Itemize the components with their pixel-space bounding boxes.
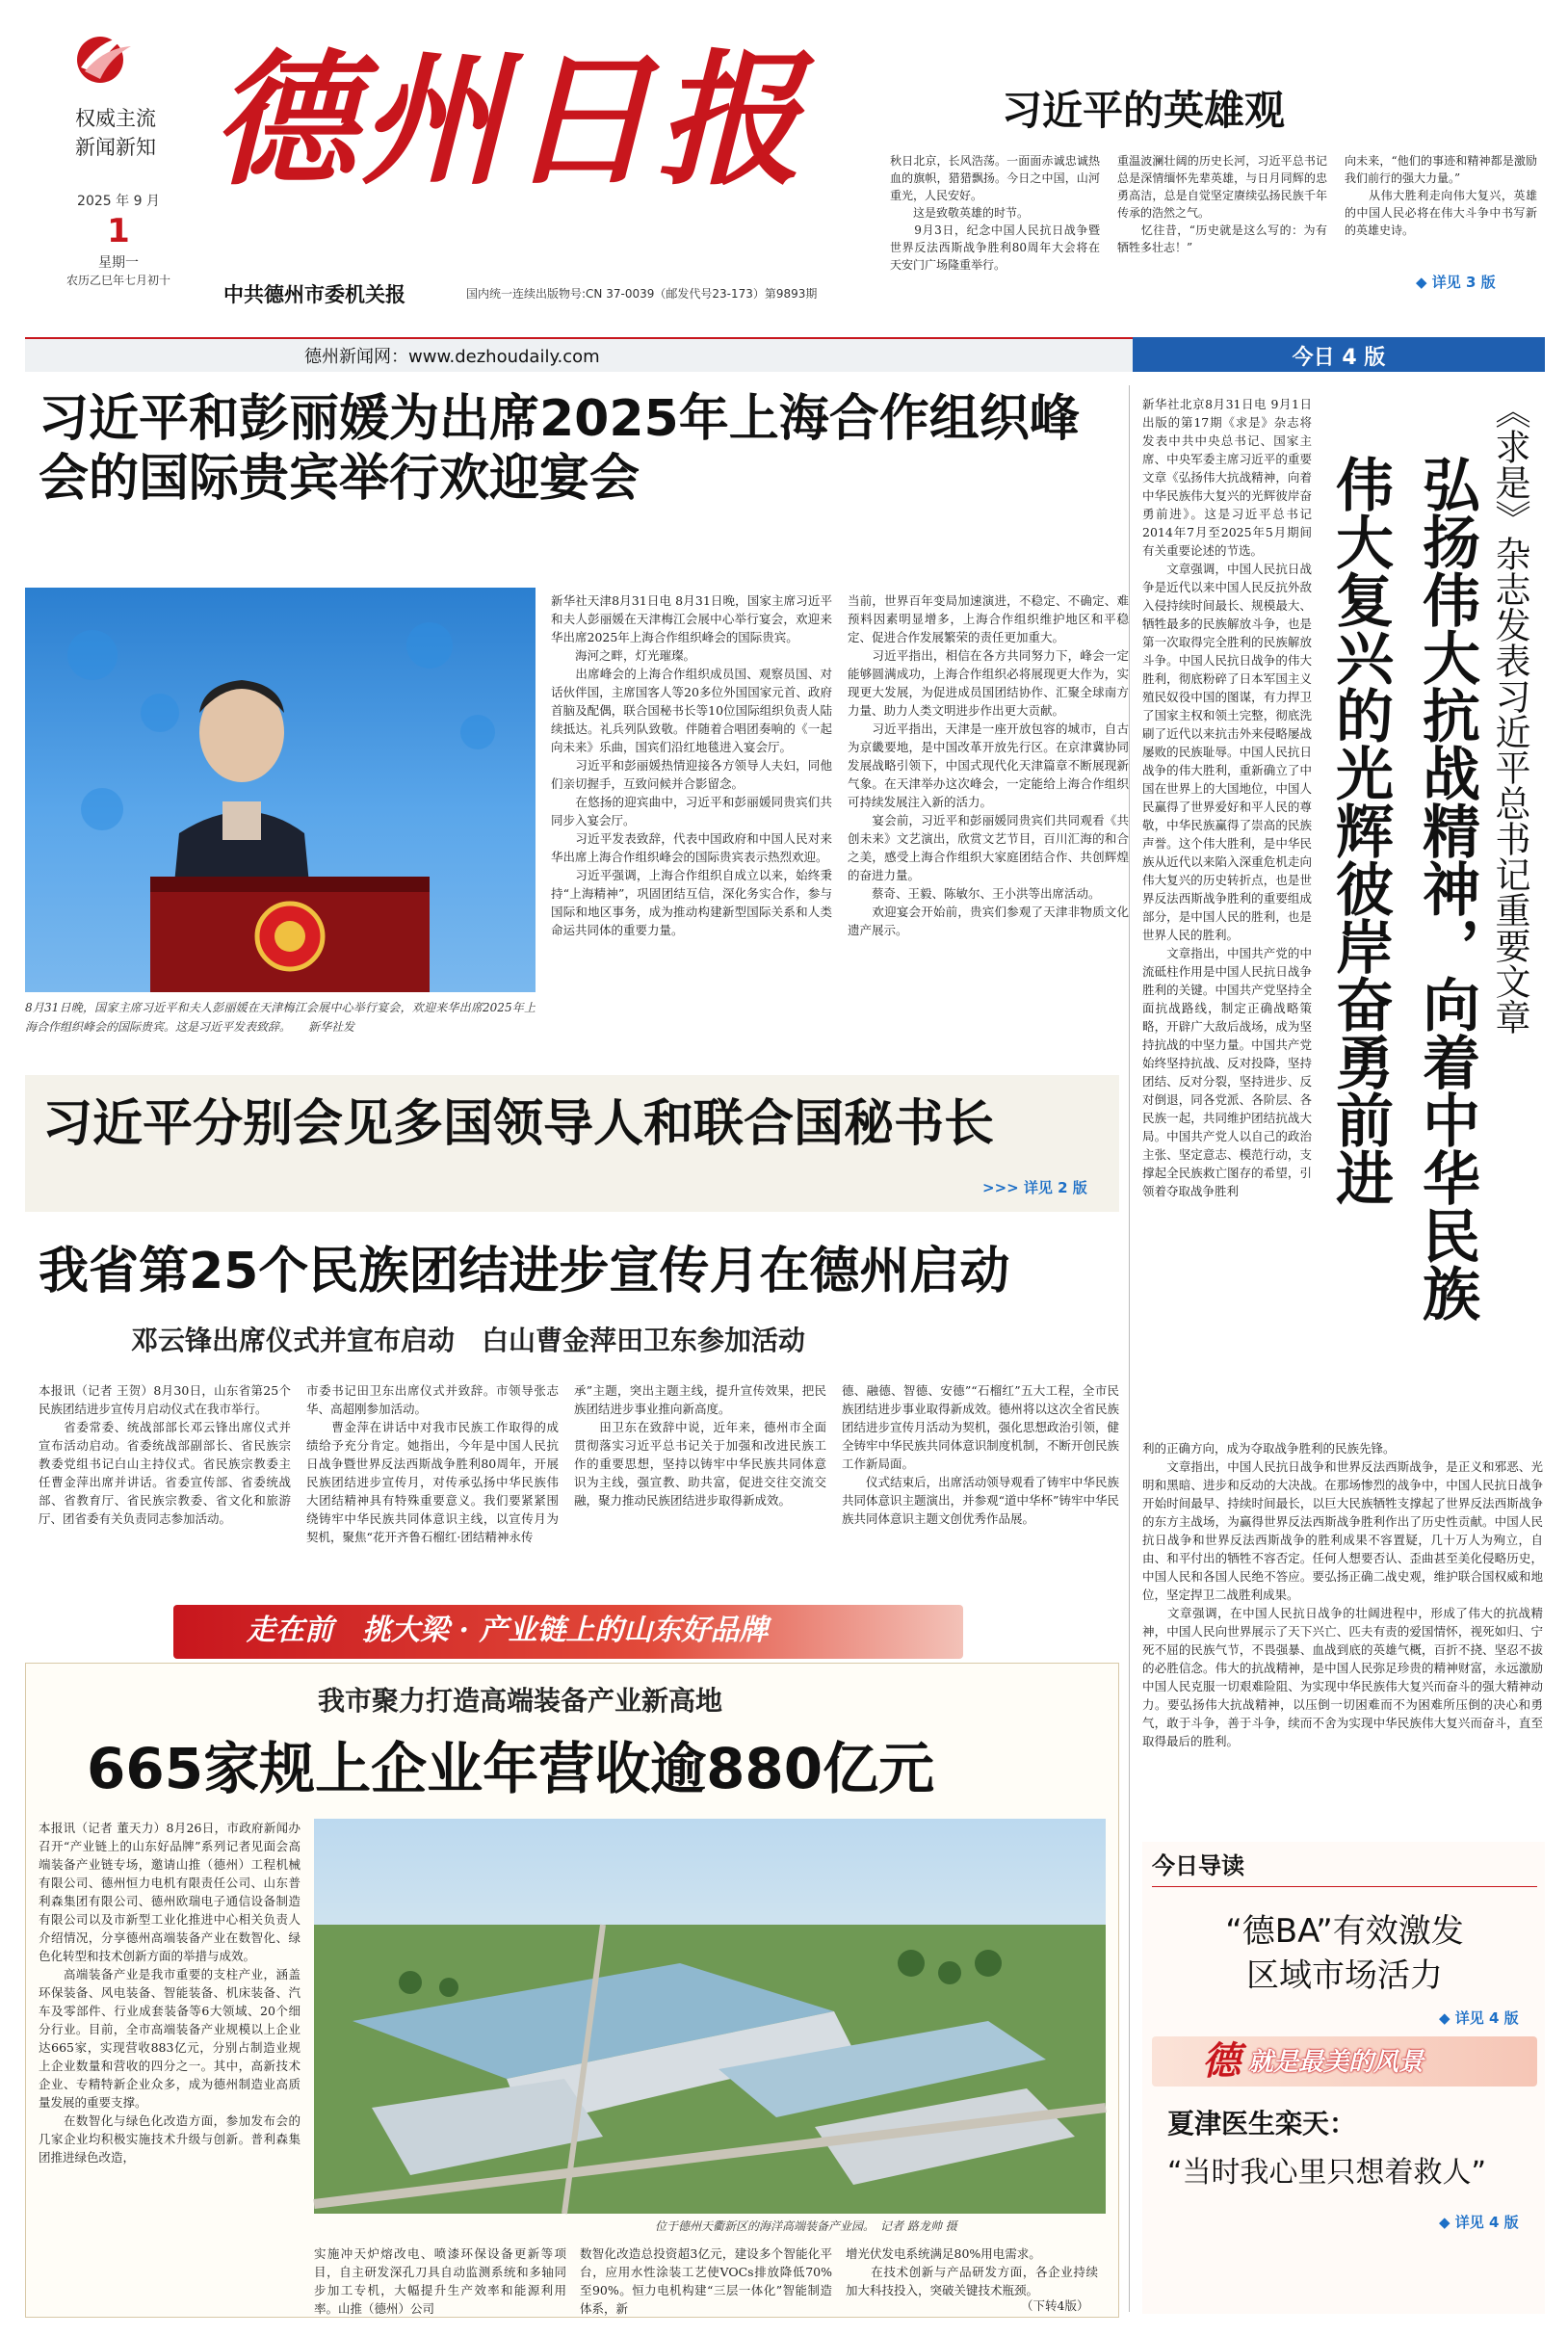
ethnic-col4: 德、融德、智德、安德”“石榴红”五大工程，全市民族团结进步事业取得新成效。德州将以这次全省民族团结进步宣传月活动为契机，强化思想政治引领，健全铸牢中华民族共同体意识制度机制，不断开创民族工作新局面。 仪式结束后，出席活动领导观看了铸牢中华民族共同体意识主题演出，并参观“道中华杯”铸牢中华民族共同体意识主题文创优秀作品展。 bbox=[842, 1383, 1119, 1526]
guide-rule bbox=[1152, 1886, 1537, 1887]
industry-title[interactable]: 665家规上企业年营收逾880亿元 bbox=[87, 1736, 935, 1801]
qiushi-title-1[interactable]: 弘扬伟大抗战精神，向着中华民族 bbox=[1413, 455, 1480, 1322]
qiushi-title-2[interactable]: 伟大复兴的光辉彼岸奋勇前进 bbox=[1326, 455, 1394, 1206]
column-divider bbox=[1129, 385, 1130, 2312]
slogan bbox=[58, 104, 173, 162]
guide-banner-text: 就是最美的风景 bbox=[1248, 2048, 1424, 2077]
masthead-logo bbox=[71, 29, 133, 91]
issue-info: 国内统一连续出版物号:CN 37-0039（邮发代号23-173）第9893期 bbox=[466, 287, 818, 301]
qiushi-col-wide: 利的正确方向，成为夺取战争胜利的民族先锋。 文章指出，中国人民抗日战争和世界反法西斯战争，是正义和邪恶、光明和黑暗、进步和反动的大决战。在那场惨烈的战争中，中国人民抗日战争开始时间最早、持续时间最长，以巨大民族牺牲支撑起了世界反法西斯战争的东方主战场，为赢得世界反法西斯战争胜利作出了历史性贡献。中国人民抗日战争和世界反法西斯战争的胜利成果不容置疑，几十万人为殉立，自由、和平付出的牺牲不容否定。任何人想要否认、歪曲甚至美化侵略历史，中国人民和各国人民绝不答应。要弘扬正确二战史观，维护联合国权威和地位，坚定捍卫二战胜利成果。 文章强调，在中国人民抗日战争的壮阔进程中，形成了伟大的抗战精神，中国人民向世界展示了天下兴亡、匹夫有责的爱国情怀，视死如归、宁死不屈的民族气节，不畏强暴、血战到底的英雄气概，百折不挠、坚忍不拔的必胜信念。伟大的抗战精神，是中国人民弥足珍贵的精神财富，永远激励中国人民克服一切艰难险阻、为实现中华民族伟大复兴而奋斗的强大精神动力。要弘扬伟大抗战精神，以压倒一切困难而不为困难所压倒的决心和勇气，敢于斗争，善于斗争，续而不舍为实现中华民族伟大复兴而奋斗，直至取得最后的胜利。 bbox=[1142, 1441, 1543, 1748]
lead-col2: 当前，世界百年变局加速演进，不稳定、不确定、难预料因素明显增多，上海合作组织维护地区和平稳定、促进合作发展繁荣的责任更加重大。 习近平指出，相信在各方共同努力下，峰会一定能够圆满成功，上海合作组织必将展现更大作为，实现更大发展，为促进成员国团结协作、汇聚全球南方力量、助力人类文明进步作出更大贡献。 习近平指出，天津是一座开放包容的城市，自古为京畿要地，是中国改革开放先行区。在京津冀协同发展战略引领下，中国式现代化天津篇章不断展现新气象。在天津举办这次峰会，一定能给上海合作组织可持续发展注入新的活力。 宴会前，习近平和彭丽媛同贵宾们共同观看《共创未来》文艺演出，欣赏文艺节目，百川汇海的和合之美，感受上海合作组织大家庭团结合作、共创辉煌的奋进力量。 蔡奇、王毅、陈敏尔、王小洪等出席活动。 欢迎宴会开始前，贵宾们参观了天津非物质文化遗产展示。 bbox=[848, 593, 1129, 937]
issue-weekday: 星期一 bbox=[98, 255, 139, 271]
lead-photo-caption: 8月31日晚，国家主席习近平和夫人彭丽媛在天津梅江会展中心举行宴会，欢迎来华出席2025年上海合作组织峰会的国际贵宾。这是习近平发表致辞。 新华社发 bbox=[25, 1001, 536, 1034]
qiushi-col-narrow: 新华社北京8月31日电 9月1日出版的第17期《求是》杂志将发表中共中央总书记、国家主席、中央军委主席习近平的重要文章《弘扬伟大抗战精神，向着中华民族伟大复兴的光辉彼岸奋勇前进》。这是习近平总书记2014年7月至2025年5月期间有关重要论述的节选。 文章强调，中国人民抗日战争是近代以来中国人民反抗外敌入侵持续时间最长、规模最大、牺牲最多的民族解放斗争，也是第一次取得完全胜利的民族解放斗争。中国人民抗日战争的伟大胜利，彻底粉碎了日本军国主义殖民奴役中国的图谋，有力捍卫了国家主权和领土完整，彻底洗刷了近代以来抗击外来侵略屡战屡败的民族耻辱。中国人民抗日战争的伟大胜利，重新确立了中国在世界上的大国地位，中国人民赢得了世界爱好和平人民的尊敬，中华民族赢得了崇高的民族声誉。这个伟大胜利，是中华民族从近代以来陷入深重危机走向伟大复兴的历史转折点，也是世界反法西斯战争胜利的重要组成部分，是中国人民的胜利，也是世界人民的胜利。 文章指出，中国共产党的中流砥柱作用是中国人民抗日战争胜利的关键。中国共产党坚持全面抗战路线，制定正确战略策略，开辟广大敌后战场，成为坚持抗战的中坚力量。中国共产党始终坚持抗战、反对投降，坚持团结、反对分裂，坚持进步、反对倒退，同各党派、各阶层、各民族一起，共同维护团结抗战大局。中国共产党人以自己的政治主张、坚定意志、模范行动，支撑起全民族救亡图存的希望，引领着夺取战争胜利 bbox=[1142, 397, 1312, 1198]
ethnic-col2: 市委书记田卫东出席仪式并致辞。市领导张志华、高超刚参加活动。 曹金萍在讲话中对我市民族工作取得的成绩给予充分肯定。她指出，今年是中国人民抗日战争暨世界反法西斯战争胜利80周年，开展民族团结进步宣传月，对传承弘扬中华民族伟大团结精神具有特殊重要意义。我们要紧紧围绕铸牢中华民族共同体意识主线，以宣传月为契机，聚焦“花开齐鲁石榴红·团结精神永传 bbox=[306, 1383, 559, 1544]
ethnic-col1: 本报讯（记者 王贺）8月30日，山东省第25个民族团结进步宣传月启动仪式在我市举行。 省委常委、统战部部长邓云锋出席仪式并宣布活动启动。省委统战部副部长、省民族宗教委党组书记白山主持仪式。省民族宗教委主任曹金萍出席并讲话。省委宣传部、省委统战部、省教育厅、省民族宗教委、省文化和旅游厅、团省委有关负责同志参加活动。 bbox=[39, 1383, 291, 1526]
guide-item2-see-link[interactable]: ◆ 详见 4 版 bbox=[1439, 2214, 1519, 2231]
headline2-title[interactable]: 习近平分别会见多国领导人和联合国秘书长 bbox=[42, 1095, 995, 1153]
publisher: 中共德州市委机关报 bbox=[223, 283, 405, 306]
guide-item1-line2: 区域市场活力 bbox=[1246, 1956, 1443, 1995]
topstory-col2: 重温波澜壮阔的历史长河，习近平总书记总是深情缅怀先辈英雄，与日月同辉的忠勇高洁，总是自觉坚定赓续弘扬民族千年传承的浩然之气。 忆往昔，“历史就是这么写的：为有牺牲多壮志！” bbox=[1117, 154, 1327, 254]
today-pages-label: 今日 4 版 bbox=[1292, 346, 1386, 370]
issue-year-month: 2025 年 9 月 bbox=[77, 194, 160, 209]
slogan-line-1: 权威主流 bbox=[75, 107, 156, 130]
guide-title: 今日导读 bbox=[1152, 1852, 1244, 1879]
industry-photo-caption: 位于德州天衢新区的海洋高端装备产业园。 记者 路龙帅 摄 bbox=[655, 2219, 957, 2233]
industry-col1: 本报讯（记者 董天力）8月26日，市政府新闻办召开“产业链上的山东好品牌”系列记者见面会高端装备产业链专场，邀请山推（德州）工程机械有限公司、德州恒力电机有限责任公司、山东普利森集团有限公司、德州欧瑞电子通信设备制造有限公司以及市新型工业化推进中心相关负责人介绍情况，分享德州高端装备产业在数智化、绿色化转型和技术创新方面的举措与成效。 高端装备产业是我市重要的支柱产业，涵盖环保装备、风电装备、智能装备、机床装备、汽车及零部件、行业成套装备等6大领域、20个细分行业。目前，全市高端装备产业规模以上企业达665家，实现营收883亿元，分别占制造业规上企业数量和营收的四分之一。其中，高新技术企业、专精特新企业众多，成为德州制造业高质量发展的重要支撑。 在数智化与绿色化改造方面，参加发布会的几家企业均积极实施技术升级与创新。普利森集团推进绿色改造， bbox=[39, 1821, 301, 2165]
ethnic-subtitle: 邓云锋出席仪式并宣布启动 白山曹金萍田卫东参加活动 bbox=[131, 1325, 806, 1356]
topstory-title[interactable]: 习近平的英雄观 bbox=[1002, 87, 1286, 134]
industry-photo bbox=[314, 1819, 1106, 2214]
daily-logo-icon bbox=[71, 29, 133, 91]
guide-item1[interactable] bbox=[1152, 1909, 1537, 1998]
industry-col4: 增光伏发电系统满足80%用电需求。 在技术创新与产品研发方面，各企业持续加大科技投入，突破关键技术瓶颈。 bbox=[846, 2246, 1098, 2297]
lead-headline[interactable]: 习近平和彭丽媛为出席2025年上海合作组织峰会的国际贵宾举行欢迎宴会 bbox=[39, 390, 1080, 508]
qiushi-kicker: 《求是》杂志发表习近平总书记重要文章 bbox=[1489, 393, 1530, 1035]
issue-lunar: 农历乙巳年七月初十 bbox=[65, 274, 170, 287]
guide-banner-char: 德 bbox=[1202, 2038, 1241, 2084]
website-url[interactable]: 德州新闻网：www.dezhoudaily.com bbox=[304, 347, 600, 367]
industry-kicker: 我市聚力打造高端装备产业新高地 bbox=[318, 1685, 723, 1717]
issue-date bbox=[58, 191, 179, 288]
ethnic-col3: 承”主题，突出主题主线，提升宣传效果，把民族团结进步事业推向新高度。 田卫东在致辞中说，近年来，德州市全面贯彻落实习近平总书记关于加强和改进民族工作的重要思想，坚持以铸牢中华民族共同体意识为主线，强宣教、助共富，促进交往交流交融，聚力推动民族团结进步取得新成效。 bbox=[574, 1383, 826, 1508]
industry-continued[interactable]: （下转4版） bbox=[1021, 2298, 1089, 2313]
industry-col3: 数智化改造总投资超3亿元，建设多个智能化平台，应用水性涂装工艺使VOCs排放降低70%至90%。恒力电机构建“三层一体化”智能制造体系，新 bbox=[580, 2246, 832, 2316]
topstory-col3: 向未来，“他们的事迹和精神都是激励我们前行的强大力量。” 从伟大胜利走向伟大复兴，英雄的中国人民必将在伟大斗争中书写新的英雄史诗。 bbox=[1345, 154, 1537, 237]
industry-banner-text: 走在前 挑大梁 · 产业链上的山东好品牌 bbox=[247, 1614, 769, 1647]
lead-col1: 新华社天津8月31日电 8月31日晚，国家主席习近平和夫人彭丽媛在天津梅江会展中心举行宴会，欢迎来华出席2025年上海合作组织峰会的国际贵宾。 海河之畔，灯光璀璨。 出席峰会的上海合作组织成员国、观察员国、对话伙伴国，主席国客人等20多位外国国家元首、政府首脑及配偶，联合国秘书长等10位国际组织负责人陆续抵达。礼兵列队致敬。伴随着合唱团奏响的《一起向未来》乐曲，国宾们沿红地毯进入宴会厅。 习近平和彭丽媛热情迎接各方领导人夫妇，同他们亲切握手，互致问候并合影留念。 在悠扬的迎宾曲中，习近平和彭丽媛同贵宾们共同步入宴会厅。 习近平发表致辞，代表中国政府和中国人民对来华出席上海合作组织峰会的国际贵宾表示热烈欢迎。 习近平强调，上海合作组织自成立以来，始终秉持“上海精神”，巩固团结互信，深化务实合作，参与国际和地区事务，成为推动构建新型国际关系和人类命运共同体的重要力量。 bbox=[551, 593, 832, 937]
ethnic-title[interactable]: 我省第25个民族团结进步宣传月在德州启动 bbox=[39, 1243, 1010, 1300]
industrial-park-aerial-illustration bbox=[314, 1819, 1106, 2214]
guide-item1-see-link[interactable]: ◆ 详见 4 版 bbox=[1439, 2009, 1519, 2027]
topstory-see-link[interactable]: ◆ 详见 3 版 bbox=[1416, 274, 1496, 291]
guide-item1-line1: “德BA”有效激发 bbox=[1225, 1912, 1464, 1951]
issue-day: 1 bbox=[107, 212, 130, 250]
industry-col2: 实施冲天炉熔改电、喷漆环保设备更新等项目，自主研发深孔刀具自动监测系统和多轴同步加工专机，大幅提升生产效率和能源利用率。山推（德州）公司 bbox=[314, 2246, 566, 2316]
topstory-col1: 秋日北京，长风浩荡。一面面赤诚忠诚热血的旗帜，猎猎飘扬。今日之中国，山河重光，人民安好。 这是致敬英雄的时节。 9月3日，纪念中国人民抗日战争暨世界反法西斯战争胜利80周年大会将在天安门广场隆重举行。 bbox=[890, 154, 1100, 272]
guide-item2-kicker: 夏津医生栾天： bbox=[1167, 2108, 1357, 2139]
newspaper-title: 德州日报 bbox=[212, 36, 806, 205]
speaker-podium-illustration bbox=[25, 588, 536, 992]
lead-photo bbox=[25, 588, 536, 992]
slogan-line-2: 新闻新知 bbox=[75, 136, 156, 159]
headline2-see-link[interactable]: >>> 详见 2 版 bbox=[982, 1179, 1087, 1196]
guide-item2-title[interactable]: “当时我心里只想着救人” bbox=[1167, 2156, 1487, 2190]
